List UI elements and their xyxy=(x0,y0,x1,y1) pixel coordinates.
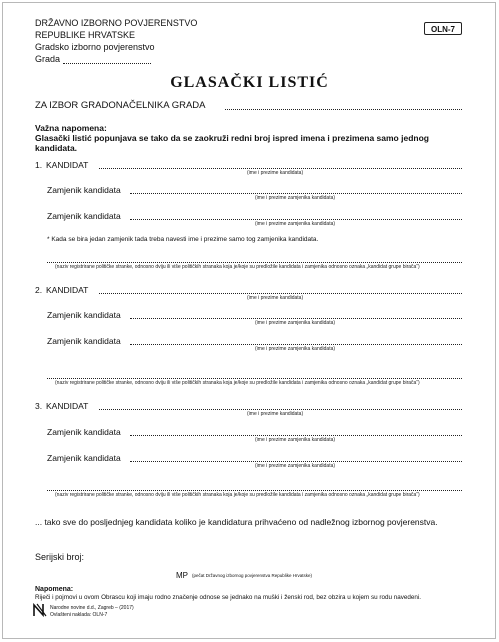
publisher-line-2: Ovlašteni naklada: OLN-7 xyxy=(50,612,108,618)
mp-label: MP xyxy=(176,571,188,580)
candidate-3-name-field[interactable] xyxy=(99,409,462,410)
grada-field[interactable] xyxy=(63,63,151,64)
candidate-2-number[interactable]: 2. xyxy=(35,285,43,295)
candidate-3-deputy-2-hint: (ime i prezime zamjenika kandidata) xyxy=(255,463,336,469)
candidate-1-party-hint: (naziv registrirane političke stranke, odnosno dviju ili više političkih stranaka koja je/koje su predložile kandidata i zamjenika odnosno oznaka „kandidat grupe birača“) xyxy=(55,264,420,270)
candidate-2-deputy-2-field[interactable] xyxy=(130,344,462,345)
candidate-1-deputy-2-field[interactable] xyxy=(130,219,462,220)
candidate-3-deputy-label-2: Zamjenik kandidata xyxy=(47,453,121,463)
candidate-2-name-hint: (ime i prezime kandidata) xyxy=(247,295,304,301)
header-line-3: Gradsko izborno povjerenstvo xyxy=(35,42,155,52)
candidate-2-deputy-2-hint: (ime i prezime zamjenika kandidata) xyxy=(255,346,336,352)
candidate-3-deputy-label-1: Zamjenik kandidata xyxy=(47,427,121,437)
page-title: GLASAČKI LISTIĆ xyxy=(170,74,329,91)
candidate-1-deputy-label-1: Zamjenik kandidata xyxy=(47,185,121,195)
header-line-1: DRŽAVNO IZBORNO POVJERENSTVO xyxy=(35,18,198,28)
candidate-1-deputy-2-hint: (ime i prezime zamjenika kandidata) xyxy=(255,221,336,227)
candidate-3-label: KANDIDAT xyxy=(46,401,89,411)
candidate-2-deputy-label-1: Zamjenik kandidata xyxy=(47,310,121,320)
candidate-3-party-field[interactable] xyxy=(47,490,462,491)
candidate-1-party-field[interactable] xyxy=(47,262,462,263)
page-frame xyxy=(2,2,496,639)
mp-hint: (pečat Državnog izbornog povjerenstva Republike Hrvatske) xyxy=(192,573,313,578)
candidate-1-deputy-1-field[interactable] xyxy=(130,193,462,194)
candidate-2-deputy-1-hint: (ime i prezime zamjenika kandidata) xyxy=(255,320,336,326)
notice-line-2: kandidata. xyxy=(35,143,78,153)
candidate-3-party-hint: (naziv registrirane političke stranke, odnosno dviju ili više političkih stranaka koja je/koje su predložile kandidata i zamjenika odnosno oznaka „kandidat grupe birača“) xyxy=(55,492,420,498)
notice-heading: Važna napomena: xyxy=(35,123,107,133)
candidate-1-deputy-label-2: Zamjenik kandidata xyxy=(47,211,121,221)
continuation-text: ... tako sve do posljednjeg kandidata koliko je kandidatura prihvaćeno od nadležnog izbornog povjerenstva. xyxy=(35,517,438,527)
grada-label: Grada xyxy=(35,54,61,64)
candidate-2-party-field[interactable] xyxy=(47,378,462,379)
candidate-3-name-hint: (ime i prezime kandidata) xyxy=(247,411,304,417)
candidate-1-name-hint: (ime i prezime kandidata) xyxy=(247,170,304,176)
candidate-2-label: KANDIDAT xyxy=(46,285,89,295)
candidate-3-deputy-2-field[interactable] xyxy=(130,461,462,462)
serial-label: Serijski broj: xyxy=(35,552,85,562)
candidate-1-name-field[interactable] xyxy=(99,168,462,169)
candidate-1-deputy-1-hint: (ime i prezime zamjenika kandidata) xyxy=(255,195,336,201)
form-code-badge: OLN-7 xyxy=(424,22,462,35)
header-line-2: REPUBLIKE HRVATSKE xyxy=(35,30,136,40)
candidate-2-name-field[interactable] xyxy=(99,293,462,294)
candidate-2-deputy-1-field[interactable] xyxy=(130,318,462,319)
candidate-2-party-hint: (naziv registrirane političke stranke, odnosno dviju ili više političkih stranaka koja je/koje su predložile kandidata i zamjenika odnosno oznaka „kandidat grupe birača“) xyxy=(55,380,420,386)
footer-text: Riječi i pojmovi u ovom Obrascu koji imaju rodno značenje odnose se jednako na muški i ženski rod, bez obzira u kojem su rodu navedeni. xyxy=(35,594,422,601)
subtitle: ZA IZBOR GRADONAČELNIKA GRADA xyxy=(35,100,206,111)
publisher-line-1: Narodne novine d.d., Zagreb – (2017) xyxy=(50,605,134,611)
footer-heading: Napomena: xyxy=(35,586,74,593)
candidate-2-deputy-label-2: Zamjenik kandidata xyxy=(47,336,121,346)
candidate-3-deputy-1-hint: (ime i prezime zamjenika kandidata) xyxy=(255,437,336,443)
single-deputy-note: * Kada se bira jedan zamjenik tada treba navesti ime i prezime samo tog zamjenika kandidata. xyxy=(47,236,319,243)
notice-line-1: Glasački listić popunjava se tako da se zaokruži redni broj ispred imena i prezimena samo jednog xyxy=(35,133,429,143)
candidate-3-deputy-1-field[interactable] xyxy=(130,435,462,436)
candidate-1-number[interactable]: 1. xyxy=(35,160,43,170)
city-name-field[interactable] xyxy=(225,109,462,110)
candidate-1-label: KANDIDAT xyxy=(46,160,89,170)
publisher-logo-icon xyxy=(33,603,47,617)
candidate-3-number[interactable]: 3. xyxy=(35,401,43,411)
